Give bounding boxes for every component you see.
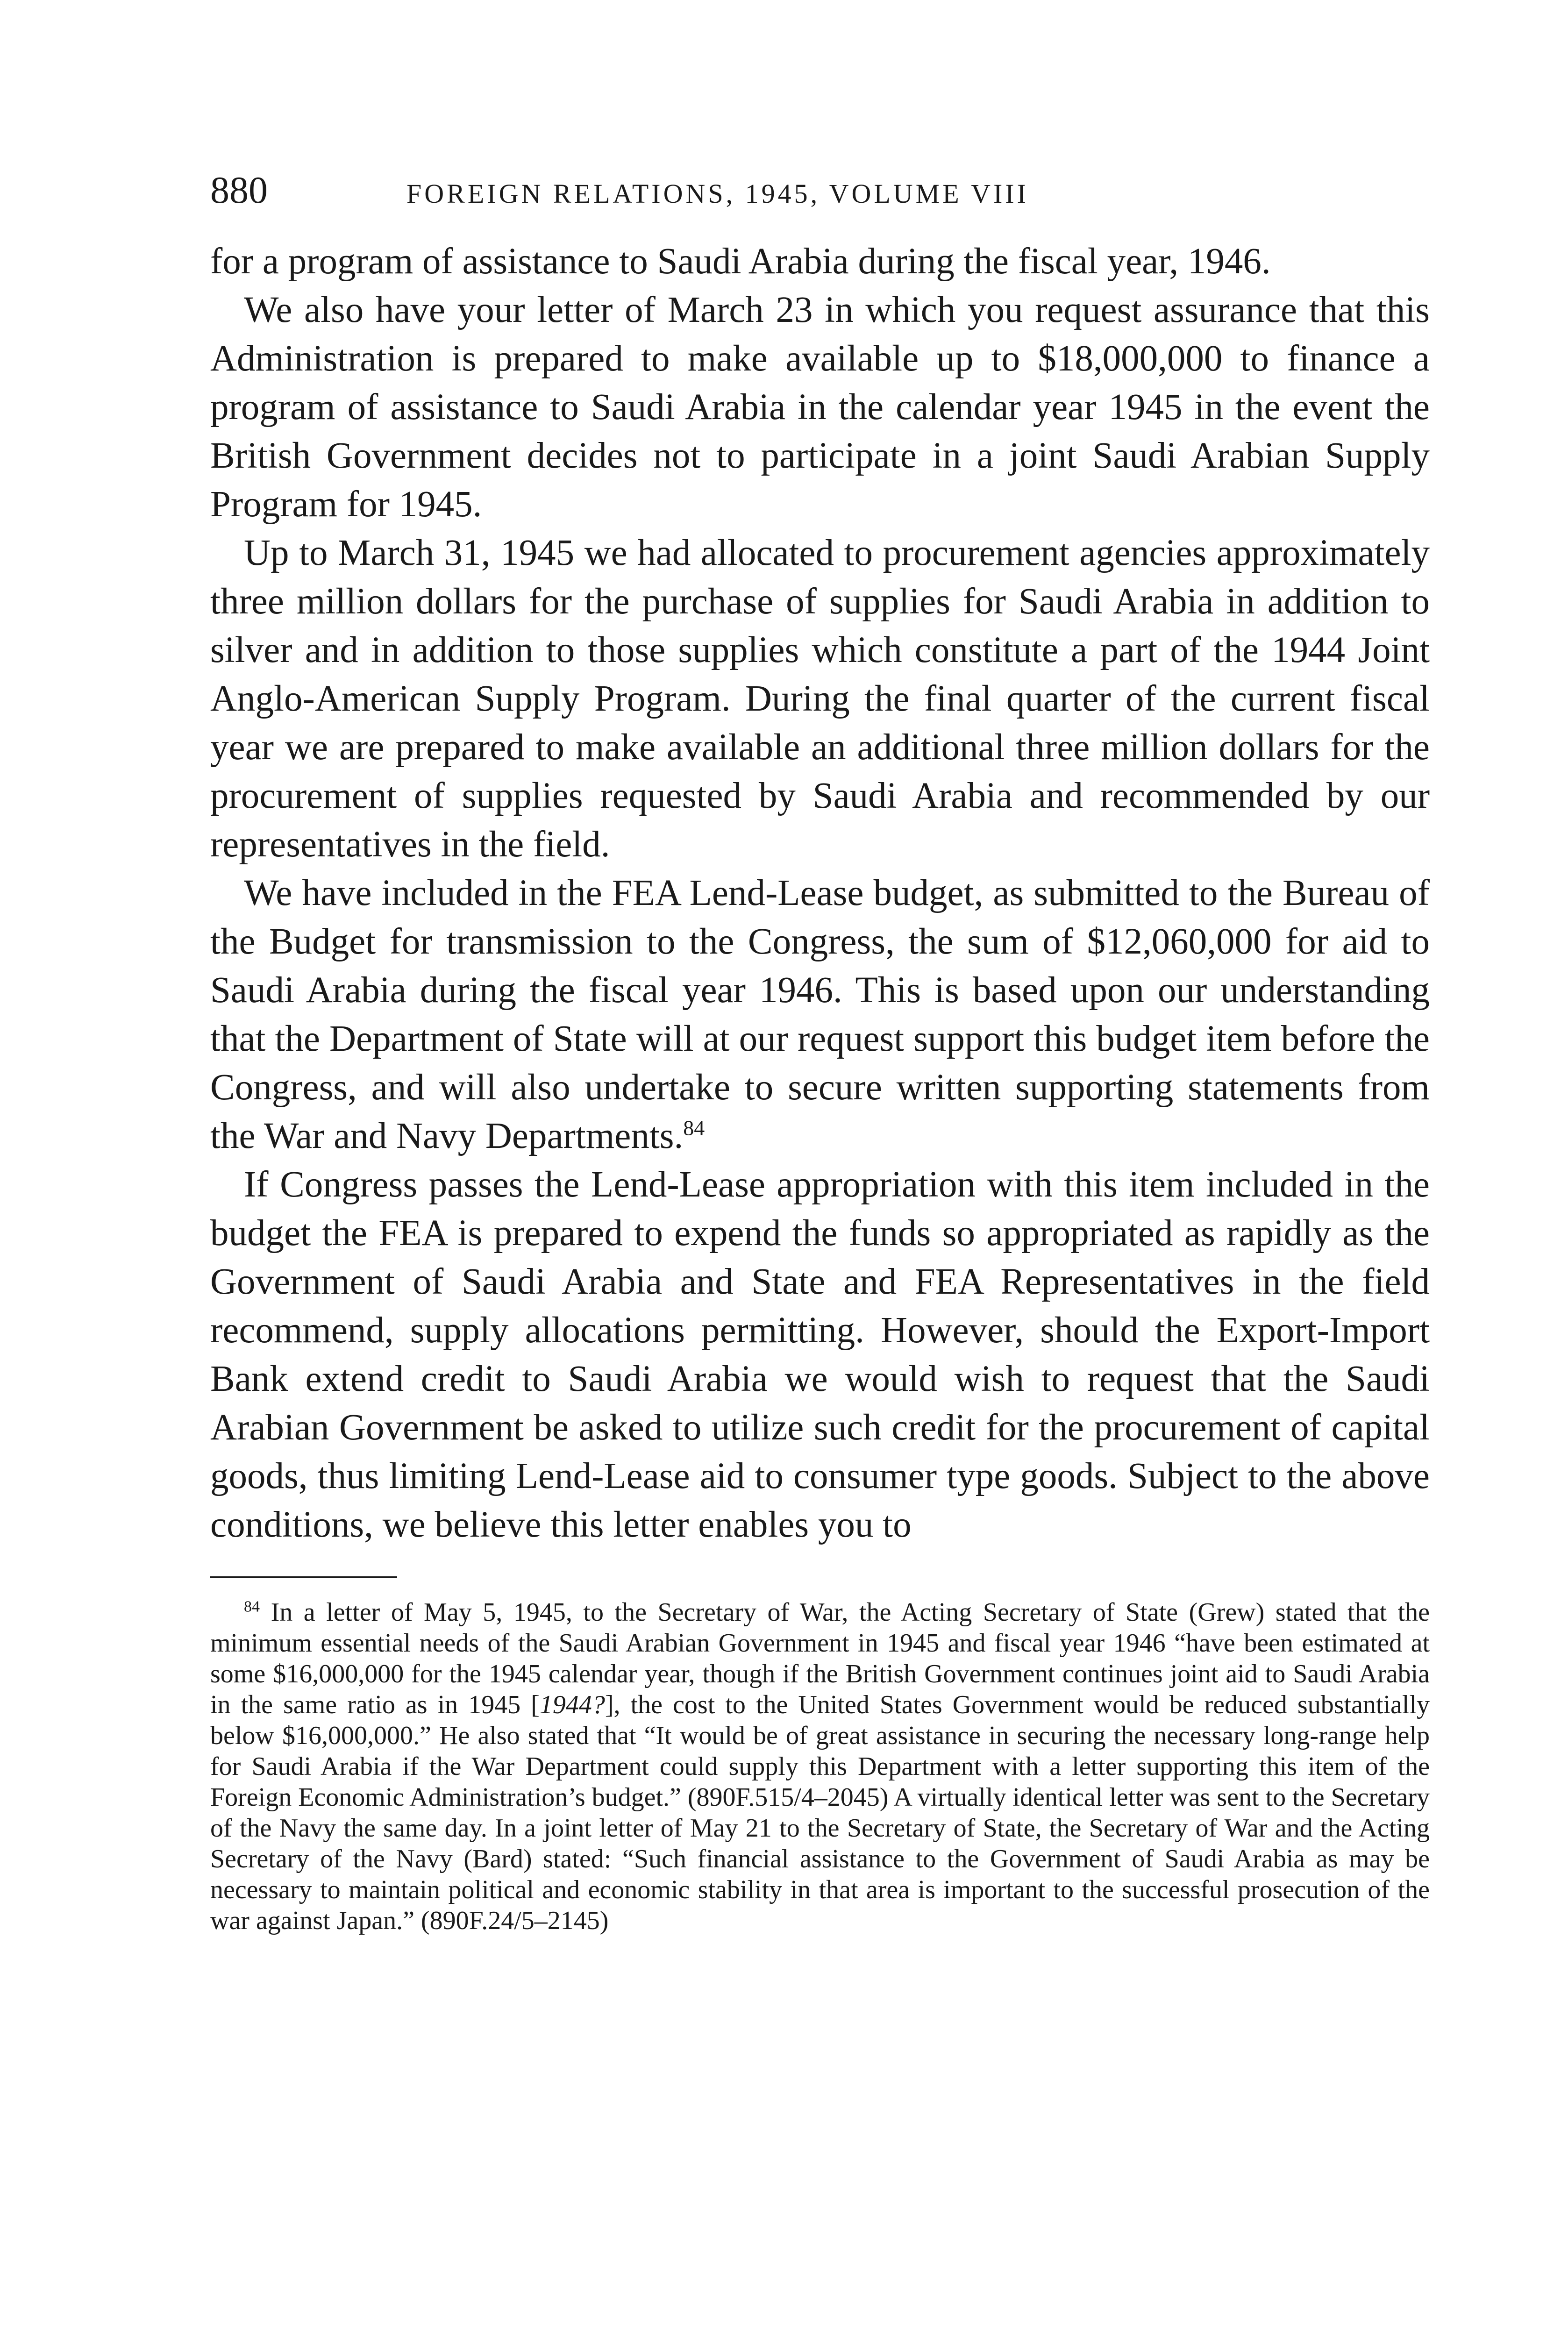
running-title: FOREIGN RELATIONS, 1945, VOLUME VIII	[406, 178, 1029, 209]
footnote-marker: 84	[244, 1598, 260, 1616]
running-header	[210, 168, 1430, 220]
footnote-text-part2: ], the cost to the United States Government would be reduced substantially below $16,000,000.” He also stated that “It would be of great assistance in securing the necessary long-range help for Saudi Arabia if the War Department could supply this Department with a letter supporting this item of the Foreign Economic Administration’s budget.” (890F.515/4–2045) A virtually identical letter was sent to the Secretary of the Navy the same day. In a joint letter of May 21 to the Secretary of State, the Secretary of War and the Acting Secretary of the Navy (Bard) stated: “Such financial assistance to the Government of Saudi Arabia as may be necessary to maintain political and economic stability in that area is important to the successful prosecution of the war against Japan.” (890F.24/5–2145)	[210, 1690, 1430, 1935]
page-number: 880	[210, 169, 268, 211]
footnote-reference[interactable]: 84	[683, 1116, 705, 1140]
footnote-text-part1: In a letter of May 5, 1945, to the Secretary of War, the Acting Secretary of State (Grew) stated that the minimum essential needs of the Saudi Arabian Government in 1945 and fiscal year 1946 “have been estimated at some $16,000,000 for the 1945 calendar year, though if the British Government continues joint aid to Saudi Arabia in the same ratio as in 1945 [	[210, 1598, 1430, 1719]
document-page	[210, 168, 1430, 1936]
paragraph: Up to March 31, 1945 we had allocated to procurement agencies approximately three million dollars for the purchase of supplies for Saudi Arabia in addition to silver and in addition to those supplies which constitute a part of the 1944 Joint Anglo-American Supply Program. During the final quarter of the current fiscal year we are prepared to make available an additional three million dollars for the procurement of supplies requested by Saudi Arabia and recommended by our representatives in the field.	[210, 533, 1430, 865]
paragraph: If Congress passes the Lend-Lease appropriation with this item included in the budget the FEA is prepared to expend the funds so appropriated as rapidly as the Government of Saudi Arabia and State and FEA Representatives in the field recommend, supply allocations permitting. However, should the Export-Import Bank extend credit to Saudi Arabia we would wish to request that the Saudi Arabian Government be asked to utilize such credit for the procurement of capital goods, thus limiting Lend-Lease aid to consumer type goods. Subject to the above conditions, we believe this letter enables you to	[210, 1164, 1430, 1545]
paragraph-text: We have included in the FEA Lend-Lease budget, as submitted to the Bureau of the Budget for transmission to the Congress, the sum of $12,060,000 for aid to Saudi Arabia during the fiscal year 1946. This is based upon our understanding that the Department of State will at our request support this budget item before the Congress, and will also undertake to secure written supporting statements from the War and Navy Departments.	[210, 873, 1430, 1156]
paragraph-continuation: for a program of assistance to Saudi Arabia during the fiscal year, 1946.	[210, 241, 1271, 282]
footnote-text	[210, 1597, 1430, 1936]
paragraph: We also have your letter of March 23 in which you request assurance that this Administration is prepared to make available up to $18,000,000 to finance a program of assistance to Saudi Arabia in the calendar year 1945 in the event the British Government decides not to participate in a joint Saudi Arabian Supply Program for 1945.	[210, 290, 1430, 525]
paragraph	[210, 869, 1430, 1161]
footnote-italic-year: 1944?	[539, 1690, 605, 1719]
footnote-divider	[210, 1576, 397, 1578]
body-text	[210, 237, 1430, 1549]
footnote	[210, 1597, 1430, 1936]
